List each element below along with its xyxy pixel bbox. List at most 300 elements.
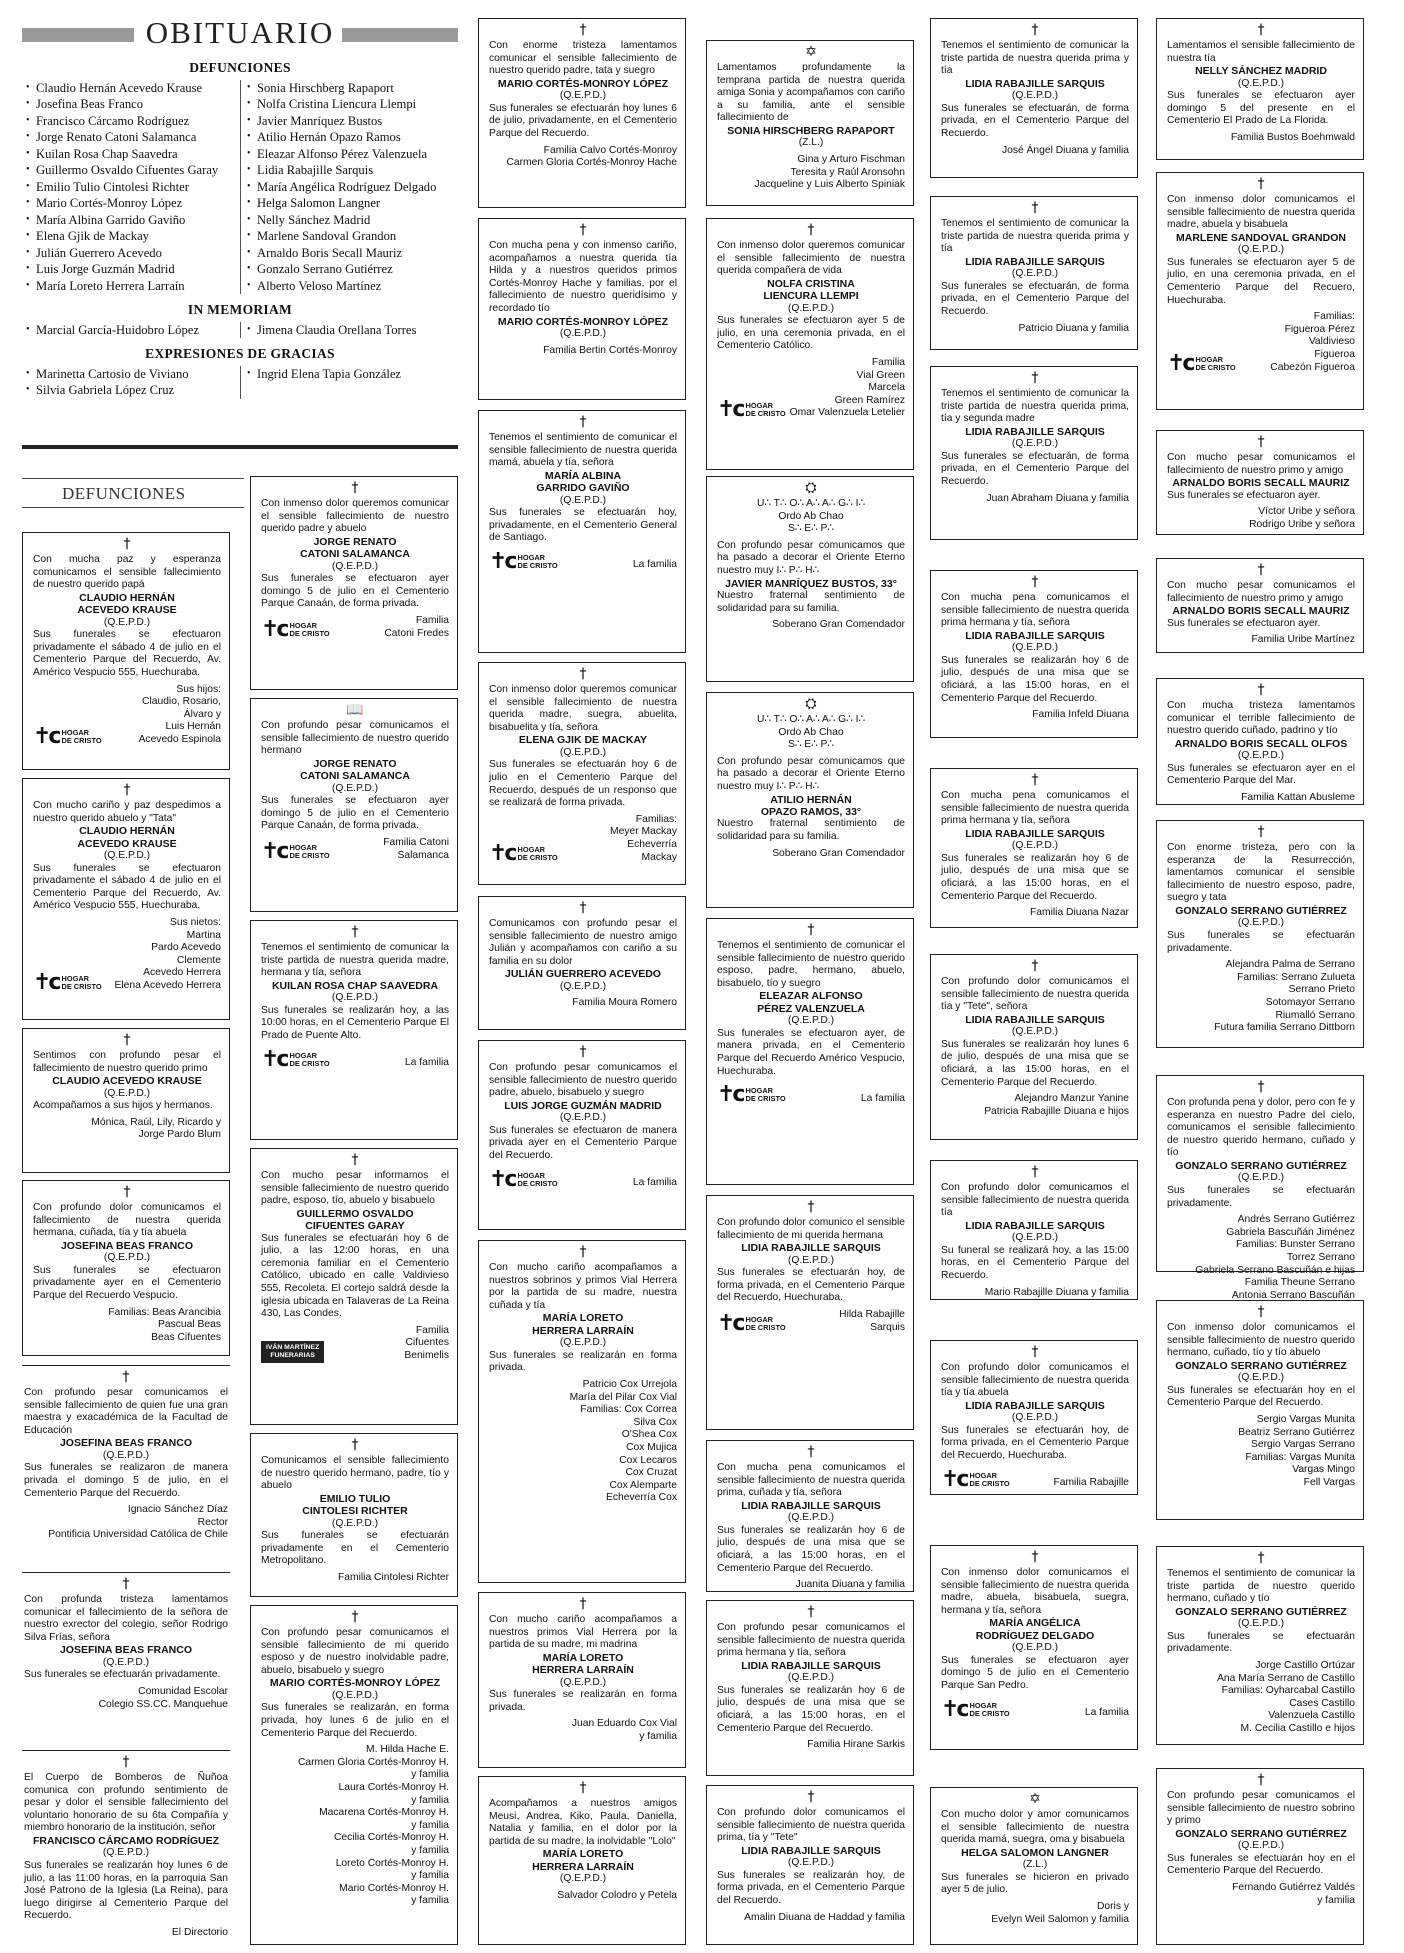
hogar-de-cristo-text xyxy=(745,1316,785,1332)
deceased-name: MARÍA LORETO xyxy=(542,1848,624,1861)
hogar-line: DE CRISTO xyxy=(289,629,330,639)
funeral-details: Sus funerales se realizarán hoy, de forma privada, en el Cementerio Parque del Recuerdo. xyxy=(717,1869,905,1906)
signatory-line: María del Pilar Cox Vial xyxy=(569,1391,677,1403)
notice-footer xyxy=(1167,1882,1355,1907)
notice-signatories xyxy=(102,917,221,993)
deceased-name: MARIO CORTÉS-MONROY LÓPEZ xyxy=(497,77,669,90)
index-memoriam-left xyxy=(22,322,240,339)
hogar-line: DE CRISTO xyxy=(745,408,786,418)
notice-rip: (Q.E.P.D.) xyxy=(787,1254,835,1266)
signatory-line: Mackay xyxy=(641,851,677,863)
notice-intro: Con profundo pesar comunicamos el sensible fallecimiento de nuestra querida prima hermana y tía, señora xyxy=(717,1622,905,1659)
ivan-martinez-logo xyxy=(261,1341,324,1363)
signatory-line: Cases Castillo xyxy=(1289,1697,1355,1709)
hogar-de-cristo-text xyxy=(517,846,557,862)
funeral-details: Sus funerales se realizarán hoy, a las 10:00 horas, en el Cementerio Parque El Prado de Puente Alto. xyxy=(261,1004,449,1041)
notice-rip: (Q.E.P.D.) xyxy=(331,1517,379,1529)
obituary-notice xyxy=(930,768,1138,928)
signatory-line: y familia xyxy=(411,1895,449,1907)
lodge-line: Ordo Ab Chao xyxy=(778,510,844,522)
signatory-line: La familia xyxy=(404,1056,449,1068)
notice-signatories xyxy=(489,1718,677,1743)
obituary-notice xyxy=(1156,172,1364,410)
notice-signatories xyxy=(1167,1660,1355,1736)
funeral-details: Sus funerales se efectuarán hoy, de forma privada, en el Cementerio Parque del Recuerdo, Huechuraba. xyxy=(717,1267,905,1304)
deceased-name: GARRIDO GAVIÑO xyxy=(536,482,630,495)
obituary-notice xyxy=(706,476,914,682)
notice-rip: (Q.E.P.D.) xyxy=(1011,438,1059,450)
deceased-name: JOSEFINA BEAS FRANCO xyxy=(59,1644,193,1657)
notice-intro: Con profundo dolor comunicamos el sensible fallecimiento de nuestra querida tía y "Tete", señora xyxy=(941,976,1129,1013)
cross-icon: † xyxy=(1257,176,1265,192)
notice-rip: (Q.E.P.D.) xyxy=(1011,1026,1059,1038)
notice-intro: Con profunda pena y dolor, pero con fe y esperanza en nuestro Padre del cielo, comunicamos el sensible fallecimiento de nuestro querido hermano, cuñado y tío xyxy=(1167,1097,1355,1159)
signatory-line: Serrano Prieto xyxy=(1288,984,1355,996)
cross-icon: † xyxy=(351,1609,359,1625)
index-memoriam-entry: • Jimena Claudia Orellana Torres xyxy=(247,322,458,339)
obituary-notice xyxy=(1156,1768,1364,1945)
notice-intro: Lamentamos el sensible fallecimiento de nuestra tía xyxy=(1167,40,1355,64)
signatory-line: y familia xyxy=(411,1819,449,1831)
index-defunciones-entry: • Luis Jorge Guzmán Madrid xyxy=(26,261,240,278)
index-defunciones-right xyxy=(240,80,458,295)
signatory-line: Vargas Mingo xyxy=(1292,1464,1355,1476)
hogar-de-cristo-text xyxy=(517,554,557,570)
notice-intro: Con inmenso dolor queremos comunicar el sensible fallecimiento de nuestra querida compañera de vida xyxy=(717,240,905,277)
deceased-name: ELEAZAR ALFONSO xyxy=(759,990,863,1003)
notice-footer xyxy=(1167,132,1355,145)
index-defunciones-entry: • Sonia Hirschberg Rapaport xyxy=(247,80,458,97)
notice-footer xyxy=(941,323,1129,336)
notice-footer xyxy=(261,614,449,643)
deceased-name: PÉREZ VALENZUELA xyxy=(757,1002,865,1015)
hogar-line: DE CRISTO xyxy=(517,560,558,570)
deceased-name: CLAUDIO HERNÁN xyxy=(79,825,175,838)
obituary-notice xyxy=(250,698,458,912)
deceased-name: JOSEFINA BEAS FRANCO xyxy=(59,1437,193,1450)
signatory-line: Colegio SS.CC. Manquehue xyxy=(98,1698,228,1710)
deceased-name: SONIA HIRSCHBERG RAPAPORT xyxy=(727,124,895,137)
signatory-line: Familias: Serrano Zulueta xyxy=(1237,971,1355,983)
cross-icon: † xyxy=(579,22,587,38)
funeral-details: Sus funerales se efectuarán hoy 6 de julio, a las 12:00 horas, en una ceremonia familiar en el Cementerio Católico, ubicado en calle Valdivieso 555, Recoleta. El cortejo saldrá desde la iglesia ubicada en Talaveras de La Reina 430, Las Condes. xyxy=(261,1232,449,1320)
notice-signatories xyxy=(261,1572,449,1585)
hogar-de-cristo-logo xyxy=(717,396,786,422)
funeral-details: Sus funerales se efectuarán hoy en el Cementerio Parque del Recuerdo. xyxy=(1167,1384,1355,1409)
funeral-details: Sus funerales se efectuaron ayer domingo 5 del presente en el Cementerio El Prado de La Florida. xyxy=(1167,90,1355,127)
signatory-line: Mario Rabajille Diuana y familia xyxy=(984,1286,1129,1298)
obituary-header xyxy=(22,14,458,48)
funeral-details: Sus funerales se efectuaron de manera privada ayer en el Cementerio Parque del Recuerdo. xyxy=(489,1124,677,1161)
hogar-de-cristo-logo xyxy=(33,969,102,995)
notice-signatories xyxy=(33,1117,221,1142)
obituary-notice xyxy=(706,1440,914,1592)
signatory-line: M. Cecilia Castillo e hijos xyxy=(1240,1722,1355,1734)
notice-footer xyxy=(1167,311,1355,377)
hogar-line: HOGAR xyxy=(969,1700,997,1710)
signatory-line: Pardo Acevedo xyxy=(151,942,221,954)
notice-signatories xyxy=(717,1739,905,1752)
hogar-de-cristo-text xyxy=(289,844,329,860)
index-heading-gracias: EXPRESIONES DE GRACIAS xyxy=(145,346,335,361)
funeral-details: Sus funerales se realizarán hoy 6 de julio, después de una misa que se oficiará, a las 15:00 horas, en el Cementerio Parque del Recuerdo. xyxy=(717,1684,905,1734)
obituary-notice xyxy=(930,196,1138,350)
obituary-notice xyxy=(478,662,686,885)
funeral-details: Sus funerales se efectuarán privadamente. xyxy=(1167,1630,1355,1655)
notice-footer xyxy=(33,1307,221,1345)
notice-signatories xyxy=(941,907,1129,920)
funeral-details: Nuestro fraternal sentimiento de solidaridad para su familia. xyxy=(717,818,905,842)
signatory-line: Soberano Gran Comendador xyxy=(772,847,905,859)
signatory-line: Acevedo Herrera xyxy=(143,967,221,979)
signatory-line: Silva Cox xyxy=(633,1416,677,1428)
notice-rip: (Q.E.P.D.) xyxy=(102,1449,150,1461)
notice-footer xyxy=(717,154,905,192)
signatory-line: Fell Vargas xyxy=(1303,1476,1355,1488)
deceased-name: HELGA SALOMON LANGNER xyxy=(961,1846,1109,1859)
notice-footer xyxy=(941,1467,1129,1490)
index-defunciones-entry: • Marlene Sandoval Grandon xyxy=(247,228,458,245)
notice-rip: (Q.E.P.D.) xyxy=(559,327,607,339)
index-memoriam-right xyxy=(240,322,458,339)
signatory-line: Familia Kattan Abusleme xyxy=(1241,791,1355,803)
notice-rip: (Z.L.) xyxy=(1022,1859,1048,1871)
signatory-line: Mario Cortés-Monroy H. xyxy=(339,1882,449,1894)
lodge-line: U∴ T∴ O∴ A∴ A∴ G∴ I∴ xyxy=(756,714,866,725)
cross-icon: † xyxy=(1257,1550,1265,1566)
cross-icon: † xyxy=(351,480,359,496)
signatory-line: Echeverría Cox xyxy=(606,1492,677,1504)
deceased-name: LIDIA RABAJILLE SARQUIS xyxy=(965,629,1105,642)
hogar-line: DE CRISTO xyxy=(61,981,102,991)
funeral-details: Sus funerales se realizarán en forma privada. xyxy=(489,1689,677,1713)
notice-signatories xyxy=(717,1579,905,1592)
notice-footer xyxy=(717,1739,905,1752)
deceased-name: JULIÁN GUERRERO ACEVEDO xyxy=(505,968,661,981)
signatory-line: Sus nietos: xyxy=(170,916,221,928)
obituary-notice xyxy=(478,18,686,208)
signatory-line: El Directorio xyxy=(171,1926,228,1938)
funeral-details: Sus funerales se efectuarán, de forma privada, en el Cementerio Parque del Recuerdo. xyxy=(941,450,1129,487)
signatory-line: Carmen Gloria Cortés-Monroy H. xyxy=(297,1756,449,1768)
deceased-name: CATONI SALAMANCA xyxy=(300,548,410,561)
notice-intro: Con profunda tristeza lamentamos comunicar el fallecimiento de la señora de nuestro exrector del colegio, señor Rodrigo Silva Frías, señora xyxy=(24,1594,228,1643)
signatory-line: y familia xyxy=(639,1730,677,1742)
notice-signatories xyxy=(1167,792,1355,805)
hogar-line: HOGAR xyxy=(517,552,545,562)
hogar-de-cristo-logo xyxy=(717,1311,786,1337)
signatory-line: Sotomayor Serrano xyxy=(1265,996,1355,1008)
signatory-line: y familia xyxy=(1317,1894,1355,1906)
star-of-david-icon: ✡ xyxy=(805,44,817,60)
signatory-line: Familia Infeld Diuana xyxy=(1032,709,1129,721)
obituary-notice xyxy=(250,476,458,690)
signatory-line: Familias: Oyharcabal Castillo xyxy=(1221,1685,1355,1697)
notice-footer xyxy=(941,907,1129,920)
signatory-line: Familia Bustos Boehmwald xyxy=(1230,131,1355,143)
index-memoriam-entry: • Marcial García-Huidobro López xyxy=(26,322,240,339)
signatory-line: Loreto Cortés-Monroy H. xyxy=(335,1857,449,1869)
deceased-name: CIFUENTES GARAY xyxy=(305,1220,405,1233)
obituary-notice xyxy=(22,532,230,770)
notice-footer xyxy=(941,1697,1129,1720)
notice-intro: Tenemos el sentimiento de comunicar el sensible fallecimiento de nuestro querido esposo, padre, hermano, abuelo, bisabuelo, tío y suegro xyxy=(717,940,905,989)
signatory-line: y familia xyxy=(411,1794,449,1806)
index-defunciones-entry: • Kuilan Rosa Chap Saavedra xyxy=(26,146,240,163)
hogar-line: HOGAR xyxy=(61,973,89,983)
signatory-line: Green Ramírez xyxy=(834,394,905,406)
notice-signatories xyxy=(1167,634,1355,647)
deceased-name: LIDIA RABAJILLE SARQUIS xyxy=(741,1499,881,1512)
notice-intro: Con mucha tristeza lamentamos comunicar el terrible fallecimiento de nuestro querido cuñado, padrino y tío xyxy=(1167,700,1355,737)
signatory-line: Alejandro Manzur Yanine xyxy=(1014,1093,1129,1105)
index-defunciones-entry: • Arnaldo Boris Secall Mauriz xyxy=(247,245,458,262)
notice-signatories xyxy=(489,145,677,170)
notice-intro: Tenemos el sentimiento de comunicar la triste partida de nuestro querido hermano, cuñado y tío xyxy=(1167,1568,1355,1605)
notice-rip: (Q.E.P.D.) xyxy=(102,1847,150,1859)
cross-icon: † xyxy=(1257,562,1265,578)
signatory-line: La familia xyxy=(860,1092,905,1104)
notice-rip: (Q.E.P.D.) xyxy=(1237,1840,1285,1852)
signatory-line: Familia Moura Romero xyxy=(572,997,677,1009)
deceased-name: RODRÍGUEZ DELGADO xyxy=(975,1629,1095,1642)
obituary-notice xyxy=(22,1028,230,1173)
notice-rip: (Q.E.P.D.) xyxy=(331,1689,379,1701)
notice-rip: (Q.E.P.D.) xyxy=(559,1676,607,1688)
obituary-notice xyxy=(706,218,914,470)
deceased-name: LIDIA RABAJILLE SARQUIS xyxy=(965,1219,1105,1232)
deceased-name: ARNALDO BORIS SECALL OLFOS xyxy=(1174,737,1348,750)
notice-footer xyxy=(261,1325,449,1363)
obituary-notice xyxy=(706,1785,914,1945)
notice-intro: Con enorme tristeza, pero con la esperanza de la Resurrección, lamentamos comunicar el sensible fallecimiento de nuestro esposo, padre, suegro y tata xyxy=(1167,842,1355,904)
obituary-notice xyxy=(250,1433,458,1597)
deceased-name: ARNALDO BORIS SECALL MAURIZ xyxy=(1172,477,1350,490)
signatory-line: Familia Bertin Cortés-Monroy xyxy=(543,344,677,356)
notice-signatories xyxy=(786,1093,905,1106)
notice-signatories xyxy=(558,814,677,864)
signatory-line: Familia Uribe Martínez xyxy=(1251,634,1355,646)
deceased-name: LIDIA RABAJILLE SARQUIS xyxy=(965,827,1105,840)
signatory-line: y familia xyxy=(411,1769,449,1781)
cross-icon: † xyxy=(579,666,587,682)
signatory-line: Familia Catoni xyxy=(383,836,449,848)
cross-icon: † xyxy=(579,1596,587,1612)
notice-intro: Con profundo pesar comunicamos el sensible fallecimiento de mi querido esposo y de nuestro inolvidable padre, abuelo, bisabuelo y suegro xyxy=(261,1627,449,1676)
hogar-de-cristo-logo xyxy=(261,839,330,865)
notice-signatories xyxy=(24,1504,228,1542)
hogar-line: DE CRISTO xyxy=(745,1094,786,1104)
notice-footer xyxy=(489,549,677,572)
obituary-notice xyxy=(22,1572,230,1733)
notice-intro: Con profundo pesar comunicamos el sensible fallecimiento de nuestro querido hermano xyxy=(261,720,449,757)
cross-icon: † xyxy=(579,900,587,916)
notice-signatories xyxy=(102,684,221,747)
obituary-notice xyxy=(478,410,686,653)
notice-footer xyxy=(717,619,905,632)
cross-icon: † xyxy=(123,782,131,798)
signatory-line: Catoni Fredes xyxy=(384,627,449,639)
signatory-line: Carmen Gloria Cortés-Monroy Hache xyxy=(506,157,677,169)
cross-icon: † xyxy=(1257,22,1265,38)
notice-signatories xyxy=(489,345,677,358)
signatory-line: Soberano Gran Comendador xyxy=(772,619,905,631)
index-defunciones-entry: • Alberto Veloso Martínez xyxy=(247,278,458,295)
notice-signatories xyxy=(330,1057,449,1070)
notice-signatories xyxy=(786,357,905,420)
deceased-name: OPAZO RAMOS, 33° xyxy=(760,805,862,818)
index-defunciones-entry: • Josefina Beas Franco xyxy=(26,96,240,113)
cross-icon: † xyxy=(1257,824,1265,840)
obituary-index xyxy=(22,58,458,399)
notice-rip: (Q.E.P.D.) xyxy=(559,1112,607,1124)
defunciones-banner xyxy=(22,478,244,508)
index-defunciones-entry: • Mario Cortés-Monroy López xyxy=(26,195,240,212)
notice-intro: Con enorme tristeza lamentamos comunicar el sensible fallecimiento de nuestro querido padre, tata y suegro xyxy=(489,40,677,77)
cross-icon: † xyxy=(579,414,587,430)
funeral-details: Sus funerales se realizarán en forma privada. xyxy=(489,1349,677,1374)
notice-intro: Con profundo dolor comunicamos el fallecimiento de nuestra querida hermana, cuñada, tía y tía abuela xyxy=(33,1202,221,1239)
notice-rip: (Q.E.P.D.) xyxy=(103,1087,151,1099)
deceased-name: CATONI SALAMANCA xyxy=(300,770,410,783)
index-gracias-right xyxy=(240,366,458,399)
hogar-de-cristo-icon: ✝c xyxy=(1167,351,1193,377)
hogar-de-cristo-icon: ✝c xyxy=(261,839,287,865)
signatory-line: Riumalló Serrano xyxy=(1275,1009,1355,1021)
notice-rip: (Q.E.P.D.) xyxy=(1237,1618,1285,1630)
obituary-notice xyxy=(930,1160,1138,1300)
deceased-name: GONZALO SERRANO GUTIÉRREZ xyxy=(1175,1827,1347,1840)
hogar-de-cristo-logo xyxy=(261,1046,330,1072)
notice-footer xyxy=(24,1927,228,1940)
deceased-name: MARÍA ALBINA xyxy=(544,469,622,482)
deceased-name: ACEVEDO KRAUSE xyxy=(77,837,177,850)
obituary-notice xyxy=(250,920,458,1140)
funeral-details: Sus funerales se efectuaron privadamente el sábado 4 de julio en el Cementerio Parque del Recuerdo, Av. Américo Vespucio 555, Huechuraba. xyxy=(33,629,221,678)
signatory-line: Mónica, Raúl, Lily, Ricardo y xyxy=(91,1116,221,1128)
notice-signatories xyxy=(1236,311,1355,374)
deceased-name: LIDIA RABAJILLE SARQUIS xyxy=(741,1659,881,1672)
hogar-de-cristo-text xyxy=(289,622,329,638)
funeral-details: Sus funerales se efectuaron privadamente el sábado 4 de julio en el Cementerio Parque del Recuerdo, Av. Américo Vespucio 555, Huechuraba. xyxy=(33,862,221,912)
notice-footer xyxy=(941,1901,1129,1926)
notice-signatories xyxy=(1010,1477,1129,1490)
funeral-details: Sus funerales se efectuaron ayer 5 de julio, en una ceremonia privada, en el Cementerio Católico. xyxy=(717,315,905,352)
cross-icon: † xyxy=(1031,574,1039,590)
signatory-line: Torrez Serrano xyxy=(1286,1251,1355,1263)
signatory-line: Antonia Serrano Bascuñán xyxy=(1231,1289,1355,1301)
cross-icon: † xyxy=(351,924,359,940)
signatory-line: Evelyn Weil Salomon y familia xyxy=(991,1913,1129,1925)
index-defunciones-entry: • Helga Salomon Langner xyxy=(247,195,458,212)
notice-rip: (Q.E.P.D.) xyxy=(787,1672,835,1684)
obituary-notice xyxy=(1156,678,1364,805)
notice-rip: (Q.E.P.D.) xyxy=(1011,268,1059,280)
hogar-de-cristo-logo xyxy=(33,723,102,749)
index-defunciones-left xyxy=(22,80,240,295)
notice-intro: Con profundo pesar comunicamos el sensible fallecimiento de quien fue una gran maestra y exacadémica de la Facultad de Educación xyxy=(24,1387,228,1436)
cross-icon: † xyxy=(579,1244,587,1260)
deceased-name: MARÍA LORETO xyxy=(542,1312,624,1325)
deceased-name: LUIS JORGE GUZMÁN MADRID xyxy=(504,1099,662,1112)
notice-signatories xyxy=(941,709,1129,722)
notice-footer xyxy=(489,345,677,358)
notice-rip: (Q.E.P.D.) xyxy=(331,782,379,794)
notice-signatories xyxy=(489,1379,677,1505)
obituary-notice xyxy=(478,1776,686,1945)
funeral-details: Sus funerales se realizarán hoy lunes 6 de julio, después de una misa que se oficiará, a las 15:00 horas, en el Cementerio Parque del Recuerdo. xyxy=(941,1038,1129,1088)
hogar-de-cristo-logo xyxy=(489,841,558,867)
cross-icon: † xyxy=(807,1604,815,1620)
notice-intro: Con inmenso dolor comunicamos el sensible fallecimiento de nuestra querida madre, abuela, bisabuela, suegra, hermana y tía, señora xyxy=(941,1567,1129,1616)
signatory-line: Álvaro y xyxy=(183,708,221,720)
signatory-line: Juanita Diuana y familia xyxy=(795,1579,905,1591)
cross-icon: † xyxy=(1031,958,1039,974)
index-defunciones-entry: • Eleazar Alfonso Pérez Valenzuela xyxy=(247,146,458,163)
notice-intro: Comunicamos el sensible fallecimiento de nuestro querido hermano, padre, tío y abuelo xyxy=(261,1455,449,1492)
notice-signatories xyxy=(941,145,1129,158)
signatory-line: Figueroa xyxy=(1314,348,1355,360)
index-defunciones-entry: • María Albina Garrido Gaviño xyxy=(26,212,240,229)
hogar-de-cristo-icon: ✝c xyxy=(717,1082,743,1108)
notice-rip: (Q.E.P.D.) xyxy=(1237,77,1285,89)
deceased-name: JAVIER MANRÍQUEZ BUSTOS, 33° xyxy=(725,577,897,590)
signatory-line: M. Hilda Hache E. xyxy=(366,1744,449,1756)
hogar-line: HOGAR xyxy=(745,400,773,410)
hogar-de-cristo-text xyxy=(969,1472,1009,1488)
notice-footer xyxy=(33,684,221,747)
cross-icon: † xyxy=(1031,1344,1039,1360)
signatory-line: Marcela xyxy=(868,382,905,394)
cross-icon: † xyxy=(579,1780,587,1796)
funeral-details: Sus funerales se efectuarán hoy, privadamente, en el Cementerio General de Santiago. xyxy=(489,507,677,544)
hogar-line: HOGAR xyxy=(745,1086,773,1096)
notice-intro: Tenemos el sentimiento de comunicar la triste partida de nuestra querida prima, tía y segunda madre xyxy=(941,388,1129,425)
hogar-de-cristo-icon: ✝c xyxy=(717,1311,743,1337)
signatory-line: Teresita y Raúl Aronsohn xyxy=(790,166,905,178)
notice-signatories xyxy=(1167,1882,1355,1907)
signatory-line: Familias: Vargas Munita xyxy=(1245,1451,1355,1463)
hogar-de-cristo-icon: ✝c xyxy=(33,969,59,995)
notice-signatories xyxy=(489,1890,677,1903)
header-bar-left xyxy=(22,28,134,42)
notice-rip: (Q.E.P.D.) xyxy=(787,1857,835,1869)
notice-footer xyxy=(24,1686,228,1711)
notice-rip: (Q.E.P.D.) xyxy=(1237,1372,1285,1384)
notice-rip: (Q.E.P.D.) xyxy=(331,560,379,572)
cross-icon: † xyxy=(123,536,131,552)
notice-intro: Con mucha pena comunicamos el sensible fallecimiento de nuestra querida prima, cuñada y tía, señora xyxy=(717,1462,905,1499)
notice-rip: (Q.E.P.D.) xyxy=(1237,244,1285,256)
funeral-details: Sus funerales se efectuaron ayer domingo 5 de julio en el Cementerio Parque Canaán, de forma privada. xyxy=(261,795,449,832)
funeral-details: Acompañamos a sus hijos y hermanos. xyxy=(33,1100,213,1112)
signatory-line: Pascual Beas xyxy=(158,1319,221,1331)
notice-footer xyxy=(33,917,221,993)
signatory-line: Cox Alemparte xyxy=(609,1479,677,1491)
cross-icon: † xyxy=(122,1369,130,1385)
hogar-line: DE CRISTO xyxy=(745,1323,786,1333)
cross-icon: † xyxy=(579,222,587,238)
notice-intro: Acompañamos a nuestros amigos Meusi, Andrea, Kiko, Paula, Daniella, Natalia y familia, en el dolor por la partida de su madre, la inolvidable "Lolo" xyxy=(489,1798,677,1847)
funeral-details: Sus funerales se realizaron de manera privada el domingo 5 de julio, en el Cementerio Parque del Recuerdo. xyxy=(24,1462,228,1499)
notice-intro: Comunicamos con profundo pesar el sensible fallecimiento de nuestro amigo Julián y acompañamos con cariño a su familia en su dolor xyxy=(489,918,677,967)
notice-intro: El Cuerpo de Bomberos de Ñuñoa comunica con profundo sentimiento de pesar y dolor el sensible fallecimiento del voluntario honorario de su 6ta Compañía y miembro honorario de la institución, señor xyxy=(24,1772,228,1834)
signatory-line: Jacqueline y Luis Alberto Spiniak xyxy=(754,179,905,191)
obituary-notice xyxy=(478,1040,686,1230)
deceased-name: GONZALO SERRANO GUTIÉRREZ xyxy=(1175,1159,1347,1172)
hogar-line: DE CRISTO xyxy=(517,1178,558,1188)
cross-icon: † xyxy=(1031,1164,1039,1180)
